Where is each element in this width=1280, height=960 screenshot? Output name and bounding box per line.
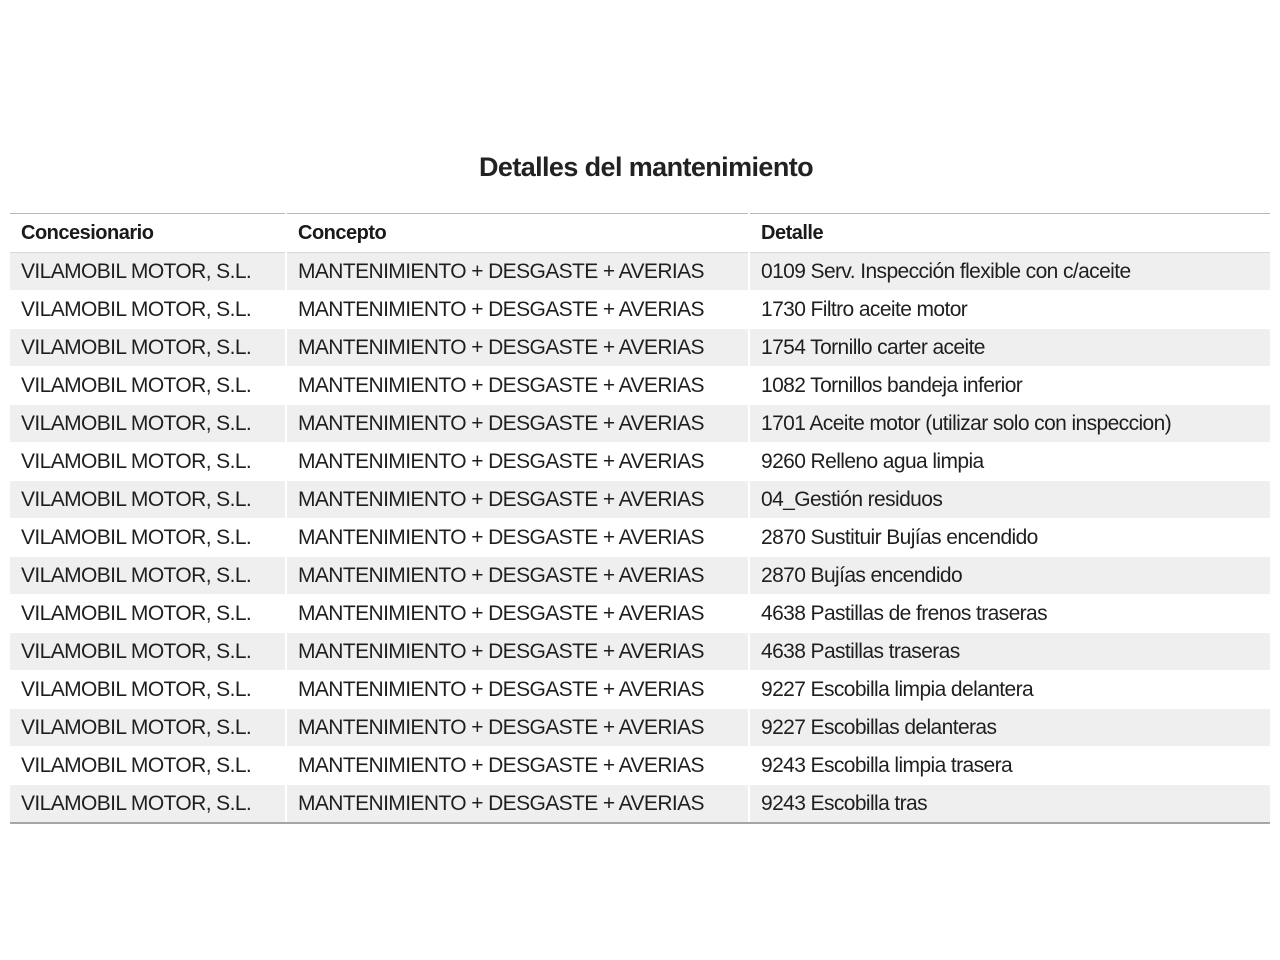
cell-detalle: 9243 Escobilla limpia trasera: [749, 747, 1270, 785]
cell-concesionario: VILAMOBIL MOTOR, S.L.: [10, 291, 286, 329]
table-row: [10, 747, 1270, 785]
cell-detalle: 2870 Sustituir Bujías encendido: [749, 519, 1270, 557]
table-row: [10, 443, 1270, 481]
cell-concesionario: VILAMOBIL MOTOR, S.L.: [10, 443, 286, 481]
cell-concepto: MANTENIMIENTO + DESGASTE + AVERIAS: [286, 367, 749, 405]
cell-concesionario: VILAMOBIL MOTOR, S.L.: [10, 329, 286, 367]
header-concepto: Concepto: [286, 214, 749, 253]
table-row: [10, 367, 1270, 405]
cell-concepto: MANTENIMIENTO + DESGASTE + AVERIAS: [286, 557, 749, 595]
cell-detalle: 1701 Aceite motor (utilizar solo con inspeccion): [749, 405, 1270, 443]
table-row: [10, 709, 1270, 747]
cell-concesionario: VILAMOBIL MOTOR, S.L.: [10, 519, 286, 557]
header-detalle: Detalle: [749, 214, 1270, 253]
cell-concesionario: VILAMOBIL MOTOR, S.L.: [10, 481, 286, 519]
cell-concepto: MANTENIMIENTO + DESGASTE + AVERIAS: [286, 709, 749, 747]
cell-concepto: MANTENIMIENTO + DESGASTE + AVERIAS: [286, 785, 749, 824]
table-header: [10, 214, 1270, 253]
cell-detalle: 1730 Filtro aceite motor: [749, 291, 1270, 329]
cell-concesionario: VILAMOBIL MOTOR, S.L.: [10, 785, 286, 824]
cell-concepto: MANTENIMIENTO + DESGASTE + AVERIAS: [286, 633, 749, 671]
page-title: Detalles del mantenimiento: [479, 152, 813, 182]
cell-concesionario: VILAMOBIL MOTOR, S.L.: [10, 557, 286, 595]
cell-detalle: 04_Gestión residuos: [749, 481, 1270, 519]
table-row: [10, 253, 1270, 291]
header-row: [10, 214, 1270, 253]
cell-concepto: MANTENIMIENTO + DESGASTE + AVERIAS: [286, 405, 749, 443]
cell-detalle: 4638 Pastillas de frenos traseras: [749, 595, 1270, 633]
cell-concepto: MANTENIMIENTO + DESGASTE + AVERIAS: [286, 671, 749, 709]
cell-concesionario: VILAMOBIL MOTOR, S.L.: [10, 709, 286, 747]
table-row: [10, 633, 1270, 671]
cell-concepto: MANTENIMIENTO + DESGASTE + AVERIAS: [286, 329, 749, 367]
maintenance-table: [10, 213, 1270, 824]
cell-detalle: 9243 Escobilla tras: [749, 785, 1270, 824]
table-row: [10, 405, 1270, 443]
cell-concesionario: VILAMOBIL MOTOR, S.L.: [10, 595, 286, 633]
cell-concepto: MANTENIMIENTO + DESGASTE + AVERIAS: [286, 595, 749, 633]
cell-detalle: 1082 Tornillos bandeja inferior: [749, 367, 1270, 405]
table-row: [10, 557, 1270, 595]
cell-detalle: 4638 Pastillas traseras: [749, 633, 1270, 671]
cell-concepto: MANTENIMIENTO + DESGASTE + AVERIAS: [286, 747, 749, 785]
table-row: [10, 481, 1270, 519]
table-row: [10, 291, 1270, 329]
cell-concesionario: VILAMOBIL MOTOR, S.L.: [10, 671, 286, 709]
cell-detalle: 2870 Bujías encendido: [749, 557, 1270, 595]
cell-concesionario: VILAMOBIL MOTOR, S.L.: [10, 633, 286, 671]
cell-detalle: 9227 Escobillas delanteras: [749, 709, 1270, 747]
table-row: [10, 519, 1270, 557]
cell-detalle: 0109 Serv. Inspección flexible con c/aceite: [749, 253, 1270, 291]
table-row: [10, 785, 1270, 824]
table-row: [10, 595, 1270, 633]
table-row: [10, 329, 1270, 367]
cell-concesionario: VILAMOBIL MOTOR, S.L.: [10, 367, 286, 405]
table-row: [10, 671, 1270, 709]
cell-concesionario: VILAMOBIL MOTOR, S.L.: [10, 405, 286, 443]
cell-concepto: MANTENIMIENTO + DESGASTE + AVERIAS: [286, 291, 749, 329]
cell-detalle: 1754 Tornillo carter aceite: [749, 329, 1270, 367]
table-body: [10, 253, 1270, 824]
cell-detalle: 9227 Escobilla limpia delantera: [749, 671, 1270, 709]
header-concesionario: Concesionario: [10, 214, 286, 253]
cell-concesionario: VILAMOBIL MOTOR, S.L.: [10, 747, 286, 785]
cell-concepto: MANTENIMIENTO + DESGASTE + AVERIAS: [286, 481, 749, 519]
cell-concepto: MANTENIMIENTO + DESGASTE + AVERIAS: [286, 443, 749, 481]
cell-concesionario: VILAMOBIL MOTOR, S.L.: [10, 253, 286, 291]
cell-concepto: MANTENIMIENTO + DESGASTE + AVERIAS: [286, 519, 749, 557]
cell-concepto: MANTENIMIENTO + DESGASTE + AVERIAS: [286, 253, 749, 291]
cell-detalle: 9260 Relleno agua limpia: [749, 443, 1270, 481]
